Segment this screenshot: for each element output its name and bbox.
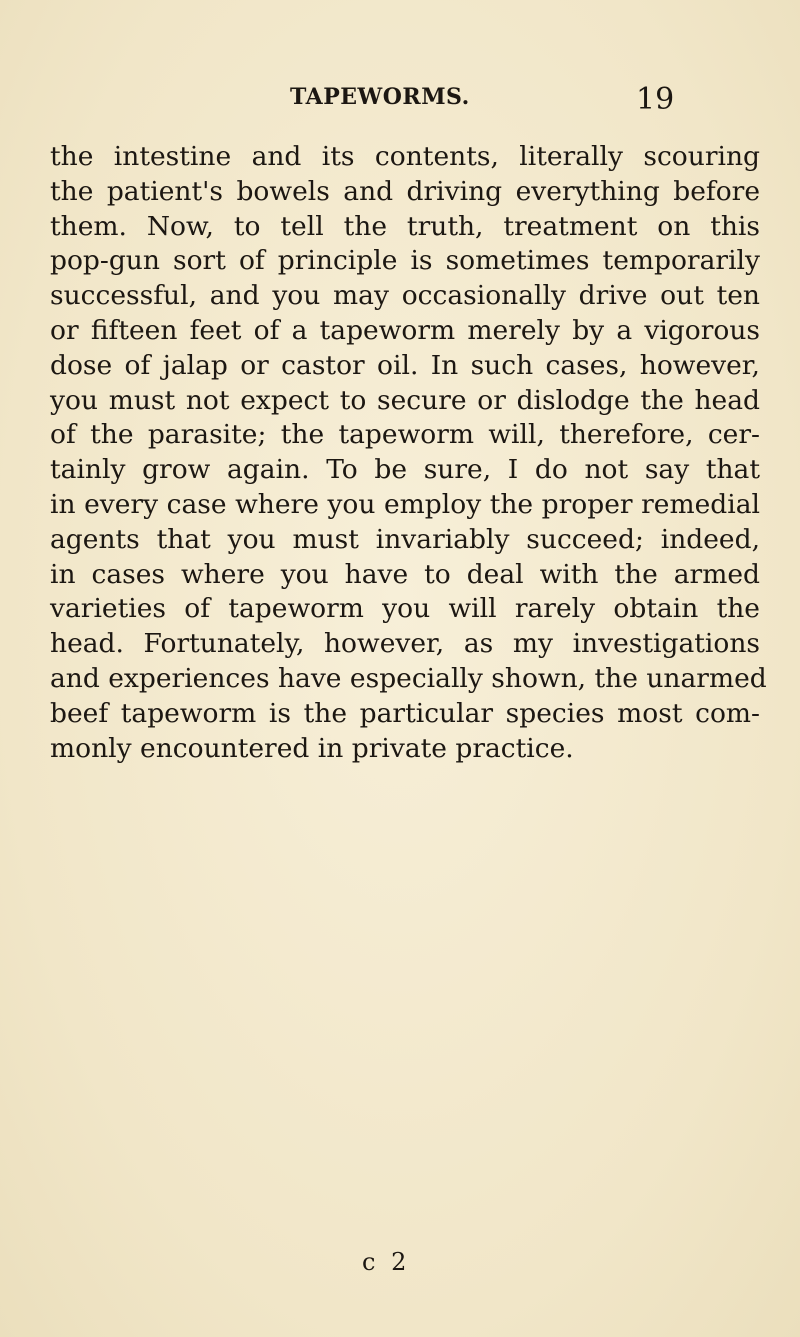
text-line: or fifteen feet of a tapeworm merely by a vigorous bbox=[50, 314, 760, 346]
text-line: them. Now, to tell the truth, treatment on this bbox=[50, 210, 760, 242]
page-number: 19 bbox=[636, 82, 675, 117]
text-line: pop-gun sort of principle is sometimes temporarily bbox=[50, 245, 760, 277]
text-line: you must not expect to secure or dislodge the head bbox=[50, 384, 760, 416]
text-line: head. Fortunately, however, as my investigations bbox=[50, 628, 760, 660]
text-line: in cases where you have to deal with the armed bbox=[50, 558, 760, 590]
text-line: and experiences have especially shown, the unarmed bbox=[50, 662, 767, 694]
text-line: tainly grow again. To be sure, I do not say that bbox=[50, 454, 760, 486]
text-line: successful, and you may occasionally drive out ten bbox=[50, 280, 760, 312]
text-line: agents that you must invariably succeed; indeed, bbox=[50, 523, 760, 555]
text-line: varieties of tapeworm you will rarely obtain the bbox=[50, 593, 760, 625]
text-line: monly encountered in private practice. bbox=[50, 732, 574, 764]
text-line: the patient's bowels and driving everything before bbox=[50, 175, 760, 207]
body-text bbox=[50, 140, 767, 766]
running-head: TAPEWORMS. bbox=[290, 84, 470, 110]
signature-mark: c 2 bbox=[362, 1248, 411, 1276]
text-line: the intestine and its contents, literally scouring bbox=[50, 141, 760, 172]
text-line: of the parasite; the tapeworm will, therefore, cer- bbox=[50, 419, 760, 451]
text-line: dose of jalap or castor oil. In such cases, however, bbox=[50, 349, 760, 381]
text-line: in every case where you employ the proper remedial bbox=[50, 488, 760, 520]
text-line: beef tapeworm is the particular species most com- bbox=[50, 697, 760, 729]
